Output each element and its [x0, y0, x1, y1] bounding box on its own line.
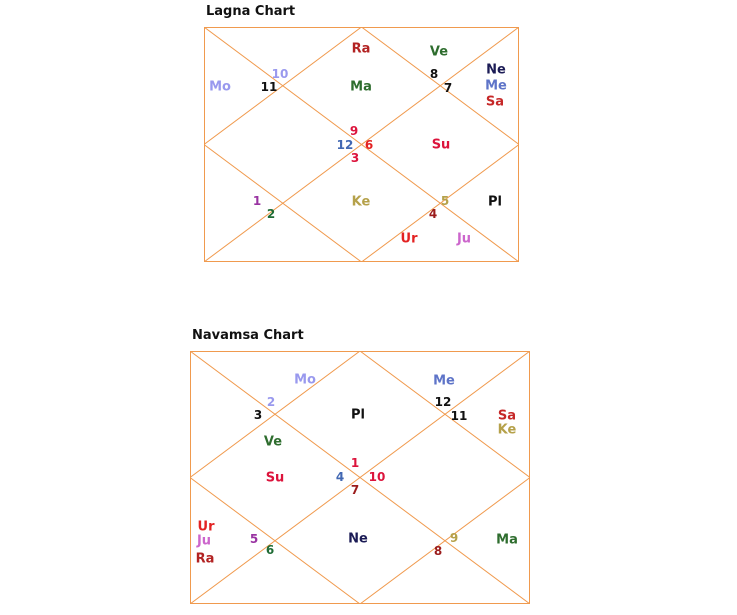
lagna-planet-label-ne: Ne: [486, 62, 506, 78]
navamsa-house-number-4: 4: [335, 470, 345, 484]
lagna-house-number-5: 5: [440, 194, 450, 208]
lagna-planet-label-su: Su: [431, 137, 451, 153]
lagna-house-number-3: 3: [350, 151, 360, 165]
lagna-house-number-2: 2: [266, 207, 276, 221]
navamsa-house-number-8: 8: [433, 544, 443, 558]
navamsa-house-number-11: 11: [450, 409, 468, 423]
navamsa-planet-label-su: Su: [265, 470, 285, 486]
lagna-house-number-8: 8: [429, 67, 439, 81]
lagna-chart: [204, 4, 519, 262]
lagna-planet-label-sa: Sa: [485, 94, 505, 110]
lagna-house-number-6: 6: [364, 138, 374, 152]
navamsa-planet-label-ne: Ne: [348, 531, 368, 547]
lagna-planet-label-ra: Ra: [351, 41, 371, 57]
lagna-planet-label-ke: Ke: [351, 194, 371, 210]
lagna-planet-label-mo: Mo: [209, 79, 231, 95]
navamsa-chart: [190, 328, 530, 604]
navamsa-planet-label-ma: Ma: [496, 532, 518, 548]
navamsa-house-number-10: 10: [368, 470, 386, 484]
lagna-house-number-11: 11: [260, 80, 278, 94]
navamsa-house-number-2: 2: [266, 395, 276, 409]
lagna-planet-label-ju: Ju: [456, 231, 472, 247]
navamsa-house-number-3: 3: [253, 408, 263, 422]
lagna-chart-grid: [204, 27, 519, 262]
lagna-house-number-12: 12: [336, 138, 354, 152]
navamsa-house-number-5: 5: [249, 532, 259, 546]
navamsa-house-number-12: 12: [434, 395, 452, 409]
lagna-house-number-4: 4: [428, 207, 438, 221]
lagna-chart-title: Lagna Chart: [206, 4, 296, 19]
navamsa-chart-title: Navamsa Chart: [192, 328, 304, 343]
navamsa-house-number-1: 1: [350, 456, 360, 470]
lagna-house-number-1: 1: [252, 194, 262, 208]
navamsa-house-number-7: 7: [350, 483, 360, 497]
navamsa-planet-label-ra: Ra: [195, 551, 215, 567]
navamsa-planet-label-ur: Ur: [197, 519, 215, 535]
navamsa-planet-label-sa: Sa: [497, 408, 517, 424]
lagna-house-number-9: 9: [349, 124, 359, 138]
navamsa-planet-label-me: Me: [433, 373, 455, 389]
lagna-planet-label-ma: Ma: [350, 79, 372, 95]
navamsa-house-number-6: 6: [265, 543, 275, 557]
lagna-planet-label-ur: Ur: [400, 231, 418, 247]
navamsa-planet-label-pl: Pl: [351, 407, 365, 423]
navamsa-planet-label-mo: Mo: [294, 372, 316, 388]
lagna-planet-label-me: Me: [485, 78, 507, 94]
lagna-house-number-7: 7: [443, 81, 453, 95]
navamsa-planet-label-ve: Ve: [263, 434, 283, 450]
navamsa-house-number-9: 9: [449, 531, 459, 545]
navamsa-planet-label-ju: Ju: [196, 533, 212, 549]
lagna-house-number-10: 10: [271, 67, 289, 81]
lagna-planet-label-ve: Ve: [429, 44, 449, 60]
navamsa-planet-label-ke: Ke: [497, 422, 517, 438]
lagna-planet-label-pl: Pl: [488, 194, 502, 210]
navamsa-chart-grid: [190, 351, 530, 604]
